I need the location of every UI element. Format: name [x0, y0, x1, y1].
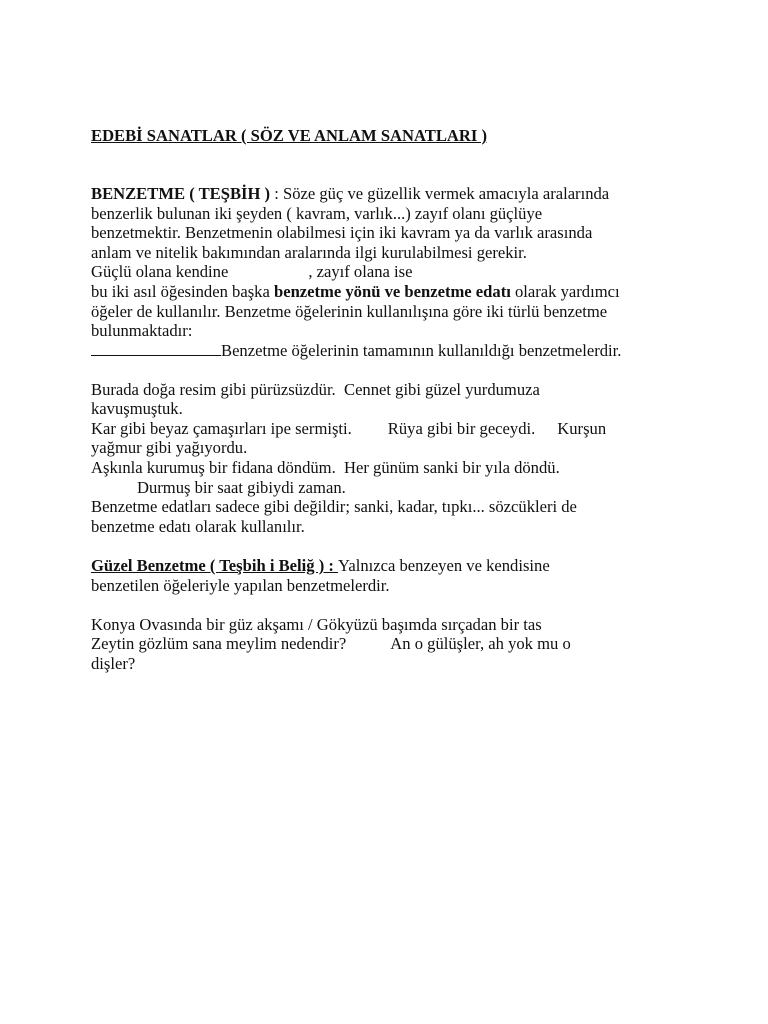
example-line-8: benzetme edatı olarak kullanılır.	[91, 517, 305, 536]
benzetme-line1-rest: Söze güç ve güzellik vermek amacıyla aralarında	[282, 184, 610, 203]
guzel-line1-rest: Yalnızca benzeyen ve kendisine	[338, 556, 550, 575]
example-text: Aşkınla kurumuş bir fidana döndüm.	[91, 458, 336, 477]
guzel-line-1	[91, 556, 550, 575]
weak-side-label: , zayıf olana ise	[308, 262, 413, 281]
example-text: Burada doğa resim gibi pürüzsüzdür.	[91, 380, 336, 399]
example-text: Kar gibi beyaz çamaşırları ipe sermişti.	[91, 419, 352, 438]
poem-line-1: Konya Ovasında bir güz akşamı / Gökyüzü başımda sırçadan bir tas	[91, 615, 542, 634]
benzetme-line-9	[91, 341, 621, 360]
example-line-3	[91, 419, 606, 438]
example-line-6: Durmuş bir saat gibiydi zaman.	[137, 478, 346, 497]
benzetme-line-4: anlam ve nitelik bakımından aralarında ilgi kurulabilmesi gerekir.	[91, 243, 527, 262]
benzetme-line-6	[91, 282, 620, 301]
page-title: EDEBİ SANATLAR ( SÖZ VE ANLAM SANATLARI )	[91, 126, 488, 145]
line6-start: bu iki asıl öğesinden başka	[91, 282, 274, 301]
fill-in-blank	[91, 341, 221, 356]
benzetme-line-8: bulunmaktadır:	[91, 321, 193, 340]
benzetme-line-1	[91, 184, 609, 203]
guzel-line-2: benzetilen öğeleriyle yapılan benzetmelerdir.	[91, 576, 390, 595]
example-line-7: Benzetme edatları sadece gibi değildir; sanki, kadar, tıpkı... sözcükleri de	[91, 497, 577, 516]
full-simile-definition: Benzetme öğelerinin tamamının kullanıldığı benzetmelerdir.	[221, 341, 622, 360]
benzetme-heading: BENZETME ( TEŞBİH )	[91, 184, 275, 203]
benzetme-yonu-edati: benzetme yönü ve benzetme edatı	[273, 282, 511, 301]
poem-text: An o gülüşler, ah yok mu o	[390, 634, 571, 653]
example-line-1	[91, 380, 540, 399]
poem-line-2	[91, 634, 571, 653]
benzetme-line-5	[91, 262, 412, 281]
example-text: Rüya gibi bir geceydi.	[387, 419, 536, 438]
example-text: Kurşun	[557, 419, 607, 438]
benzetme-line-2: benzerlik bulunan iki şeyden ( kavram, varlık...) zayıf olanı güçlüye	[91, 204, 543, 223]
benzetme-line-7: öğeler de kullanılır. Benzetme öğelerinin kullanılışına göre iki türlü benzetme	[91, 302, 608, 321]
poem-line-3: dişler?	[91, 654, 136, 673]
example-text: Cennet gibi güzel yurdumuza	[344, 380, 540, 399]
example-text: Her günüm sanki bir yıla döndü.	[344, 458, 560, 477]
guzel-benzetme-heading: Güzel Benzetme ( Teşbih i Beliğ ) :	[91, 556, 339, 575]
benzetme-line-3: benzetmektir. Benzetmenin olabilmesi için iki kavram ya da varlık arasında	[91, 223, 593, 242]
poem-text: Zeytin gözlüm sana meylim nedendir?	[91, 634, 347, 653]
line6-end: olarak yardımcı	[510, 282, 620, 301]
example-line-5	[91, 458, 560, 477]
example-line-2: kavuşmuştuk.	[91, 399, 183, 418]
strong-side-label: Güçlü olana kendine	[91, 262, 229, 281]
benzetme-heading-colon: :	[274, 184, 283, 203]
example-line-4: yağmur gibi yağıyordu.	[91, 438, 248, 457]
